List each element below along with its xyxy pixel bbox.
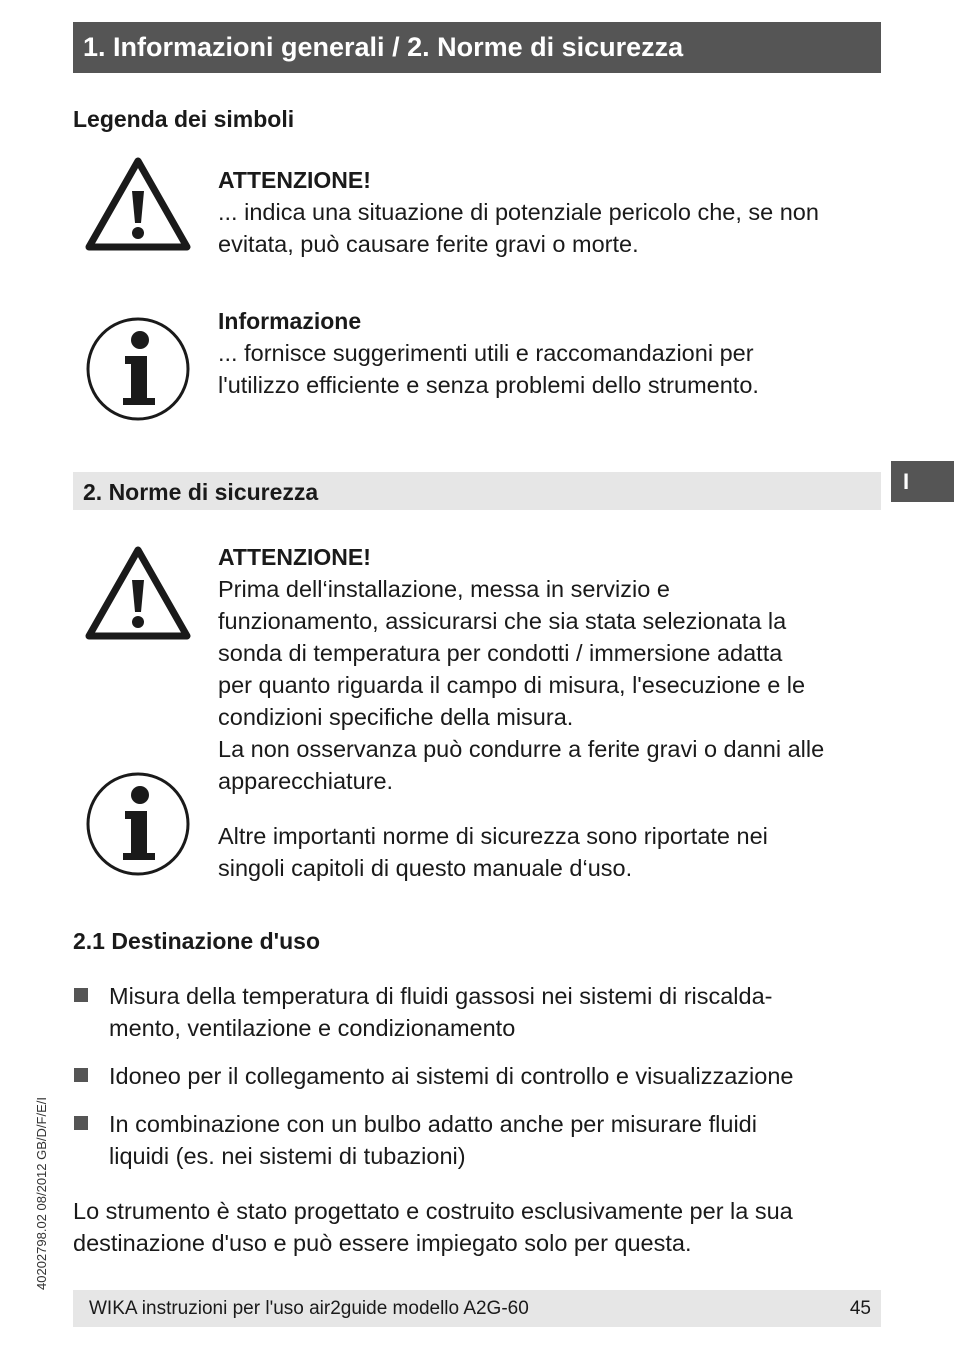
bullet-icon — [74, 1068, 88, 1082]
safety-info-text — [218, 820, 768, 884]
info-circle-icon — [85, 771, 191, 877]
legend-heading: Legenda dei simboli — [73, 106, 295, 132]
text-line: per quanto riguarda il campo di misura, l'esecuzione e le — [218, 672, 806, 698]
text-line: singoli capitoli di questo manuale d‘uso. — [218, 855, 633, 881]
text-line: La non osservanza può condurre a ferite gravi o danni alle — [218, 736, 825, 762]
chapter-tab: I — [891, 461, 954, 502]
text-line: ... indica una situazione di potenziale pericolo che, se non — [218, 199, 819, 225]
warning-triangle-icon — [84, 155, 192, 253]
intended-use-heading: 2.1 Destinazione d'uso — [73, 928, 321, 954]
text-line: l'utilizzo efficiente e senza problemi dello strumento. — [218, 372, 759, 398]
bullet-icon — [74, 988, 88, 1002]
legend-info-title: Informazione — [218, 308, 362, 334]
text-line: Misura della temperatura di fluidi gassosi nei sistemi di riscalda- — [109, 983, 773, 1009]
closing-paragraph — [73, 1195, 793, 1259]
safety-warning-text — [218, 573, 824, 797]
text-line: apparecchiature. — [218, 768, 394, 794]
warning-triangle-icon — [84, 544, 192, 642]
list-item — [109, 980, 773, 1044]
page-footer — [73, 1290, 881, 1327]
list-item — [109, 1108, 757, 1172]
bullet-icon — [74, 1116, 88, 1130]
text-line: funzionamento, assicurarsi che sia stata selezionata la — [218, 608, 787, 634]
text-line: destinazione d'uso e può essere impiegato solo per questa. — [73, 1230, 692, 1256]
text-line: Prima dell‘installazione, messa in servizio e — [218, 576, 670, 602]
section-title: 2. Norme di sicurezza — [73, 472, 881, 510]
text-line: evitata, può causare ferite gravi o morte. — [218, 231, 639, 257]
text-line: mento, ventilazione e condizionamento — [109, 1015, 516, 1041]
text-line: Idoneo per il collegamento ai sistemi di controllo e visualizzazione — [109, 1063, 794, 1089]
safety-warning-title: ATTENZIONE! — [218, 544, 371, 570]
legend-warning-title: ATTENZIONE! — [218, 167, 371, 193]
page-number: 45 — [849, 1298, 871, 1319]
text-line: condizioni specifiche della misura. — [218, 704, 574, 730]
document-code: 40202798.02 08/2012 GB/D/F/E/I — [34, 1097, 49, 1290]
legend-info-text — [218, 337, 759, 401]
text-line: sonda di temperatura per condotti / immersione adatta — [218, 640, 783, 666]
legend-warning-text — [218, 196, 819, 260]
text-line: In combinazione con un bulbo adatto anche per misurare fluidi — [109, 1111, 757, 1137]
footer-text: WIKA instruzioni per l'uso air2guide modello A2G-60 — [89, 1298, 529, 1319]
text-line: Lo strumento è stato progettato e costruito esclusivamente per la sua — [73, 1198, 793, 1224]
text-line: liquidi (es. nei sistemi di tubazioni) — [109, 1143, 466, 1169]
list-item — [109, 1060, 793, 1092]
info-circle-icon — [85, 316, 191, 422]
text-line: Altre importanti norme di sicurezza sono riportate nei — [218, 823, 768, 849]
page-header-title: 1. Informazioni generali / 2. Norme di sicurezza — [73, 22, 881, 73]
text-line: ... fornisce suggerimenti utili e raccomandazioni per — [218, 340, 754, 366]
